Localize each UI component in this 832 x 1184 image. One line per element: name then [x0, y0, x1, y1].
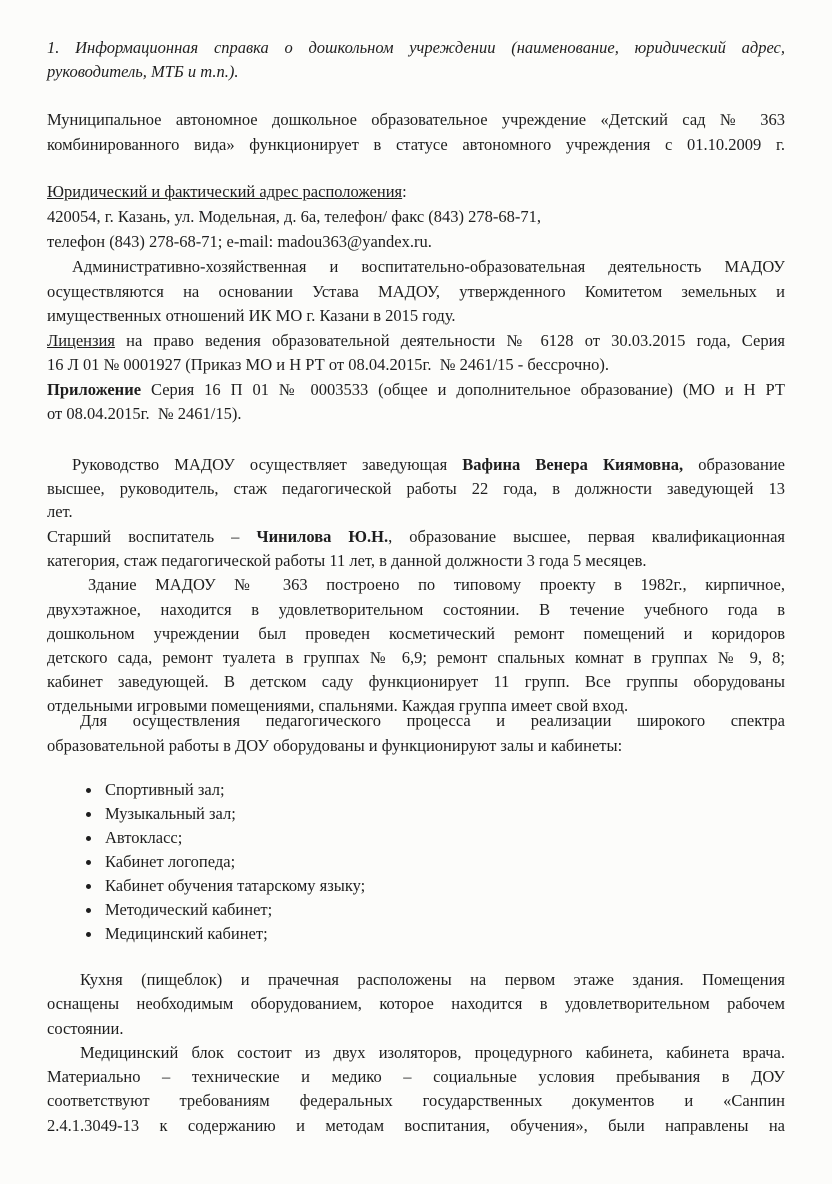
license-text: на право ведения образовательной деятельности № 6128 от 30.03.2015 года, Серия [114, 331, 785, 350]
director-text: образование [683, 455, 785, 474]
building-line: отдельными игровыми помещениями, спальнями. Каждая группа имеет свой вход. [47, 696, 629, 715]
appendix-line: от 08.04.2015г. № 2461/15). [47, 404, 242, 423]
list-item: Медицинский кабинет; [105, 924, 268, 943]
senior-name: Чинилова Ю.Н. [256, 527, 389, 546]
activity-line: Административно-хозяйственная и воспитательно-образовательная деятельность МАДОУ [72, 257, 785, 276]
kitchen-line: Кухня (пищеблок) и прачечная расположены на первом этаже здания. Помещения [80, 970, 785, 989]
building-line: кабинет заведующей. В детском саду функционирует 11 групп. Все группы оборудованы [47, 672, 785, 691]
rooms-intro-line: образовательной работы в ДОУ оборудованы и функционируют залы и кабинеты: [47, 736, 623, 755]
director-text: Руководство МАДОУ осуществляет заведующая [72, 455, 463, 474]
address-line: телефон (843) 278-68-71; e-mail: madou363@yandex.ru. [47, 232, 432, 251]
appendix-word: Приложение [47, 380, 142, 399]
senior-text: , образование высшее, первая квалификационная [388, 527, 785, 546]
section-heading: руководитель, МТБ и т.п.). [47, 62, 239, 81]
address-label: Юридический и фактический адрес расположения [47, 182, 403, 201]
director-line: лет. [47, 502, 73, 521]
senior-text: Старший воспитатель – [47, 527, 257, 546]
section-heading: 1. Информационная справка о дошкольном учреждении (наименование, юридический адрес, [47, 38, 785, 57]
intro-line: Муниципальное автономное дошкольное образовательное учреждение «Детский сад № 363 [47, 110, 785, 129]
bullet-icon [86, 860, 91, 865]
kitchen-line: оснащены необходимым оборудованием, которое находится в удовлетворительном рабочем [47, 994, 785, 1013]
list-item: Музыкальный зал; [105, 804, 236, 823]
kitchen-line: состоянии. [47, 1019, 124, 1038]
intro-line: комбинированного вида» функционирует в статусе автономного учреждения с 01.10.2009 г. [47, 135, 785, 154]
address-line: 420054, г. Казань, ул. Модельная, д. 6а, телефон/ факс (843) 278-68-71, [47, 207, 542, 226]
list-item: Методический кабинет; [105, 900, 273, 919]
building-line: Здание МАДОУ № 363 построено по типовому проекту в 1982г., кирпичное, [88, 575, 785, 594]
medical-line: 2.4.1.3049-13 к содержанию и методам воспитания, обучения», были направлены на [47, 1116, 785, 1135]
appendix-line [47, 380, 785, 400]
director-line: высшее, руководитель, стаж педагогической работы 22 года, в должности заведующей 13 [47, 479, 785, 498]
medical-line: Материально – технические и медико – социальные условия пребывания в ДОУ [47, 1067, 785, 1086]
list-item: Спортивный зал; [105, 780, 225, 799]
building-line: дошкольном учреждении был проведен косметический ремонт помещений и коридоров [47, 624, 785, 643]
list-item: Автокласс; [105, 828, 183, 847]
building-line: двухэтажное, находится в удовлетворительном состоянии. В течение учебного года в [47, 600, 785, 619]
bullet-icon [86, 884, 91, 889]
bullet-icon [86, 812, 91, 817]
address-colon: : [402, 182, 407, 201]
rooms-intro-line: Для осуществления педагогического процесса и реализации широкого спектра [80, 711, 785, 730]
list-item: Кабинет обучения татарскому языку; [105, 876, 366, 895]
appendix-text: Серия 16 П 01 № 0003533 (общее и дополнительное образование) (МО и Н РТ [141, 380, 785, 399]
license-word: Лицензия [47, 331, 115, 350]
license-line [47, 331, 785, 351]
list-item: Кабинет логопеда; [105, 852, 236, 871]
activity-line: имущественных отношений ИК МО г. Казани в 2015 году. [47, 306, 456, 325]
building-line: детского сада, ремонт туалета в группах № 6,9; ремонт спальных комнат в группах № 9, 8; [47, 648, 785, 667]
address-heading [47, 182, 407, 202]
medical-line: Медицинский блок состоит из двух изоляторов, процедурного кабинета, кабинета врача. [80, 1043, 785, 1062]
license-line: 16 Л 01 № 0001927 (Приказ МО и Н РТ от 08.04.2015г. № 2461/15 - бессрочно). [47, 355, 610, 374]
director-line [72, 455, 785, 475]
senior-line [47, 527, 785, 547]
bullet-icon [86, 836, 91, 841]
bullet-icon [86, 788, 91, 793]
senior-line: категория, стаж педагогической работы 11 лет, в данной должности 3 года 5 месяцев. [47, 551, 647, 570]
director-name: Вафина Венера Киямовна, [462, 455, 684, 474]
activity-line: осуществляются на основании Устава МАДОУ, утвержденного Комитетом земельных и [47, 282, 785, 301]
medical-line: соответствуют требованиям федеральных государственных документов и «Санпин [47, 1091, 785, 1110]
bullet-icon [86, 932, 91, 937]
bullet-icon [86, 908, 91, 913]
